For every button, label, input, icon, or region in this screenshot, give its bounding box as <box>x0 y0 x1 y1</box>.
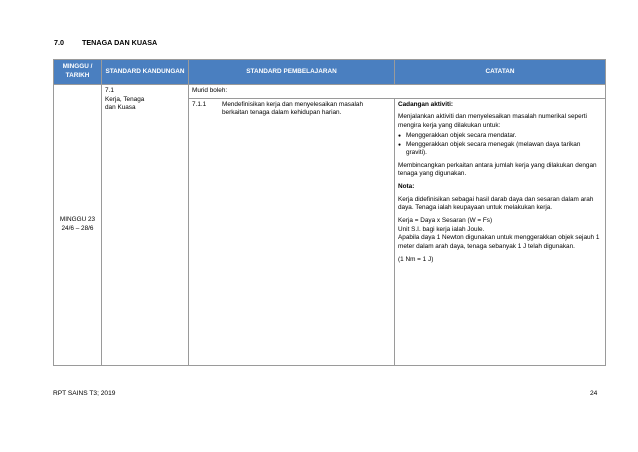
nota-title: Nota: <box>398 183 415 191</box>
catatan-cell <box>395 98 606 365</box>
minggu-date: 24/6 – 28/6 <box>61 224 94 232</box>
section-heading <box>54 38 157 47</box>
activity-list <box>398 132 602 158</box>
formula-line-1: Kerja = Daya x Sesaran (W = Fs) <box>398 217 493 225</box>
header-standard-kandungan: STANDARD KANDUNGAN <box>102 60 189 85</box>
list-item-text: Menggerakkan objek secara mendatar. <box>406 131 517 139</box>
list-item <box>398 141 602 158</box>
minggu-week: MINGGU 23 <box>59 216 96 224</box>
catatan-paragraph-2: Membincangkan perkaitan antara jumlah kerja yang dilakukan dengan tenaga yang digunakan. <box>398 161 597 178</box>
header-minggu: MINGGU / TARIKH <box>54 60 102 85</box>
table-header-row <box>54 60 606 85</box>
standard-pembelajaran-cell <box>189 98 395 365</box>
formula-line-3: Apabila daya 1 Newton digunakan untuk menggerakkan objek sejauh 1 meter dalam arah daya, tenaga sebanyak 1 J telah digunakan. <box>398 234 600 250</box>
sk-title-line1: Kerja, Tenaga <box>105 95 145 103</box>
sp-text: Mendefinisikan kerja dan menyelesaikan masalah berkaitan tenaga dalam kehidupan harian. <box>222 100 364 117</box>
minggu-cell <box>54 85 102 366</box>
rpt-table <box>53 59 606 366</box>
list-item-text: Menggerakkan objek secara menegak (melawan daya tarikan graviti). <box>406 140 581 157</box>
sk-code: 7.1 <box>105 87 114 94</box>
table-row <box>54 85 606 99</box>
bullet-icon: ● <box>398 132 402 139</box>
page-number: 24 <box>590 390 598 397</box>
sk-title-line2: dan Kuasa <box>105 104 136 112</box>
catatan-paragraph-4: (1 Nm = 1 J) <box>398 255 434 263</box>
formula-line-2: Unit S.I. bagi kerja ialah Joule. <box>398 225 485 233</box>
footer-label: RPT SAINS T3; 2019 <box>53 390 116 397</box>
section-title: TENAGA DAN KUASA <box>82 38 158 47</box>
cadangan-title: Cadangan aktiviti: <box>398 100 454 108</box>
sp-intro-cell: Murid boleh: <box>189 85 606 99</box>
list-item <box>398 132 602 141</box>
header-catatan: CATATAN <box>395 60 606 85</box>
sp-code: 7.1.1 <box>192 100 207 108</box>
section-number: 7.0 <box>54 38 64 47</box>
header-standard-pembelajaran: STANDARD PEMBELAJARAN <box>189 60 395 85</box>
bullet-icon: ● <box>398 141 402 148</box>
catatan-paragraph-1: Menjalankan aktiviti dan menyelesaikan masalah numerikal seperti mengira kerja yang dilakukan untuk: <box>398 113 587 129</box>
standard-kandungan-cell <box>102 85 189 366</box>
catatan-paragraph-3: Kerja didefinisikan sebagai hasil darab daya dan sesaran dalam arah daya. Tenaga ialah keupayaan untuk melakukan kerja. <box>398 195 594 212</box>
